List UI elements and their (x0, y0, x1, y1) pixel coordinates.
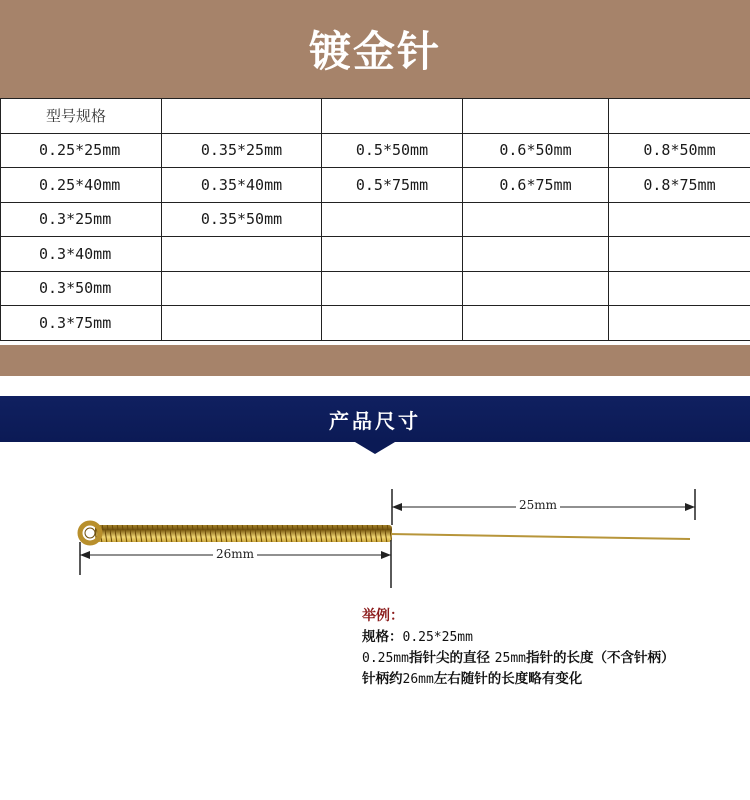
length-value: 25mm (494, 651, 526, 666)
spec-cell: 0.3*25mm (1, 202, 162, 237)
spec-cell: 0.8*75mm (609, 168, 750, 203)
needle-shaft (390, 534, 690, 539)
spec-cell: 0.6*75mm (463, 168, 609, 203)
handle-value: 26mm (402, 672, 434, 687)
spec-cell: 0.5*50mm (322, 133, 463, 168)
page-title: 镀金针 (308, 27, 441, 76)
empty-cell (609, 202, 750, 237)
section-banner-size (0, 396, 750, 442)
table-row (1, 168, 750, 203)
example-diameter-line (362, 648, 674, 669)
table-row (1, 202, 750, 237)
table-row (1, 306, 750, 341)
spec-cell: 0.35*25mm (162, 133, 322, 168)
example-note (362, 605, 674, 690)
needle-handle (95, 525, 392, 542)
needle-length-label: 25mm (516, 498, 560, 512)
empty-cell (162, 271, 322, 306)
table-footer-band (0, 345, 750, 376)
spec-table (0, 98, 750, 341)
spec-cell: 0.8*50mm (609, 133, 750, 168)
spec-cell: 0.35*40mm (162, 168, 322, 203)
arrow-right-icon (685, 503, 695, 511)
table-row (1, 237, 750, 272)
spec-cell: 0.25*25mm (1, 133, 162, 168)
table-row (1, 271, 750, 306)
empty-cell (162, 99, 322, 134)
spec-cell: 0.3*40mm (1, 237, 162, 272)
spec-cell: 0.25*40mm (1, 168, 162, 203)
arrow-left-icon (80, 551, 90, 559)
needle-diagram (0, 470, 750, 600)
empty-cell (322, 237, 463, 272)
example-handle-line (362, 669, 674, 690)
empty-cell (162, 306, 322, 341)
empty-cell (322, 271, 463, 306)
empty-cell (463, 306, 609, 341)
empty-cell (609, 271, 750, 306)
section-title: 产品尺寸 (329, 408, 421, 433)
spec-cell: 0.3*50mm (1, 271, 162, 306)
spec-value: 0.25*25mm (402, 630, 473, 645)
header-banner (0, 0, 750, 98)
empty-cell (162, 237, 322, 272)
table-header-row (1, 99, 750, 134)
empty-cell (322, 306, 463, 341)
empty-cell (609, 306, 750, 341)
spec-cell: 0.3*75mm (1, 306, 162, 341)
example-spec-line (362, 627, 674, 648)
empty-cell (463, 202, 609, 237)
length-text: 指针的长度（不含针柄） (525, 650, 675, 666)
empty-cell (609, 237, 750, 272)
section-pointer (355, 442, 395, 454)
empty-cell (463, 271, 609, 306)
spec-label: 规格： (362, 629, 403, 645)
handle-length-label: 26mm (213, 547, 257, 561)
handle-text: 针柄约 (362, 671, 403, 687)
spec-header-cell: 型号规格 (1, 99, 162, 134)
arrow-right-icon (381, 551, 391, 559)
empty-cell (322, 99, 463, 134)
empty-cell (609, 99, 750, 134)
diameter-value: 0.25mm (362, 651, 409, 666)
diameter-text: 指针尖的直径 (408, 650, 495, 666)
spec-cell: 0.6*50mm (463, 133, 609, 168)
spec-cell: 0.5*75mm (322, 168, 463, 203)
empty-cell (463, 237, 609, 272)
handle-note: 左右随针的长度略有变化 (433, 671, 583, 687)
example-title: 举例： (362, 608, 404, 624)
arrow-left-icon (392, 503, 402, 511)
table-row (1, 133, 750, 168)
empty-cell (322, 202, 463, 237)
spec-cell: 0.35*50mm (162, 202, 322, 237)
empty-cell (463, 99, 609, 134)
